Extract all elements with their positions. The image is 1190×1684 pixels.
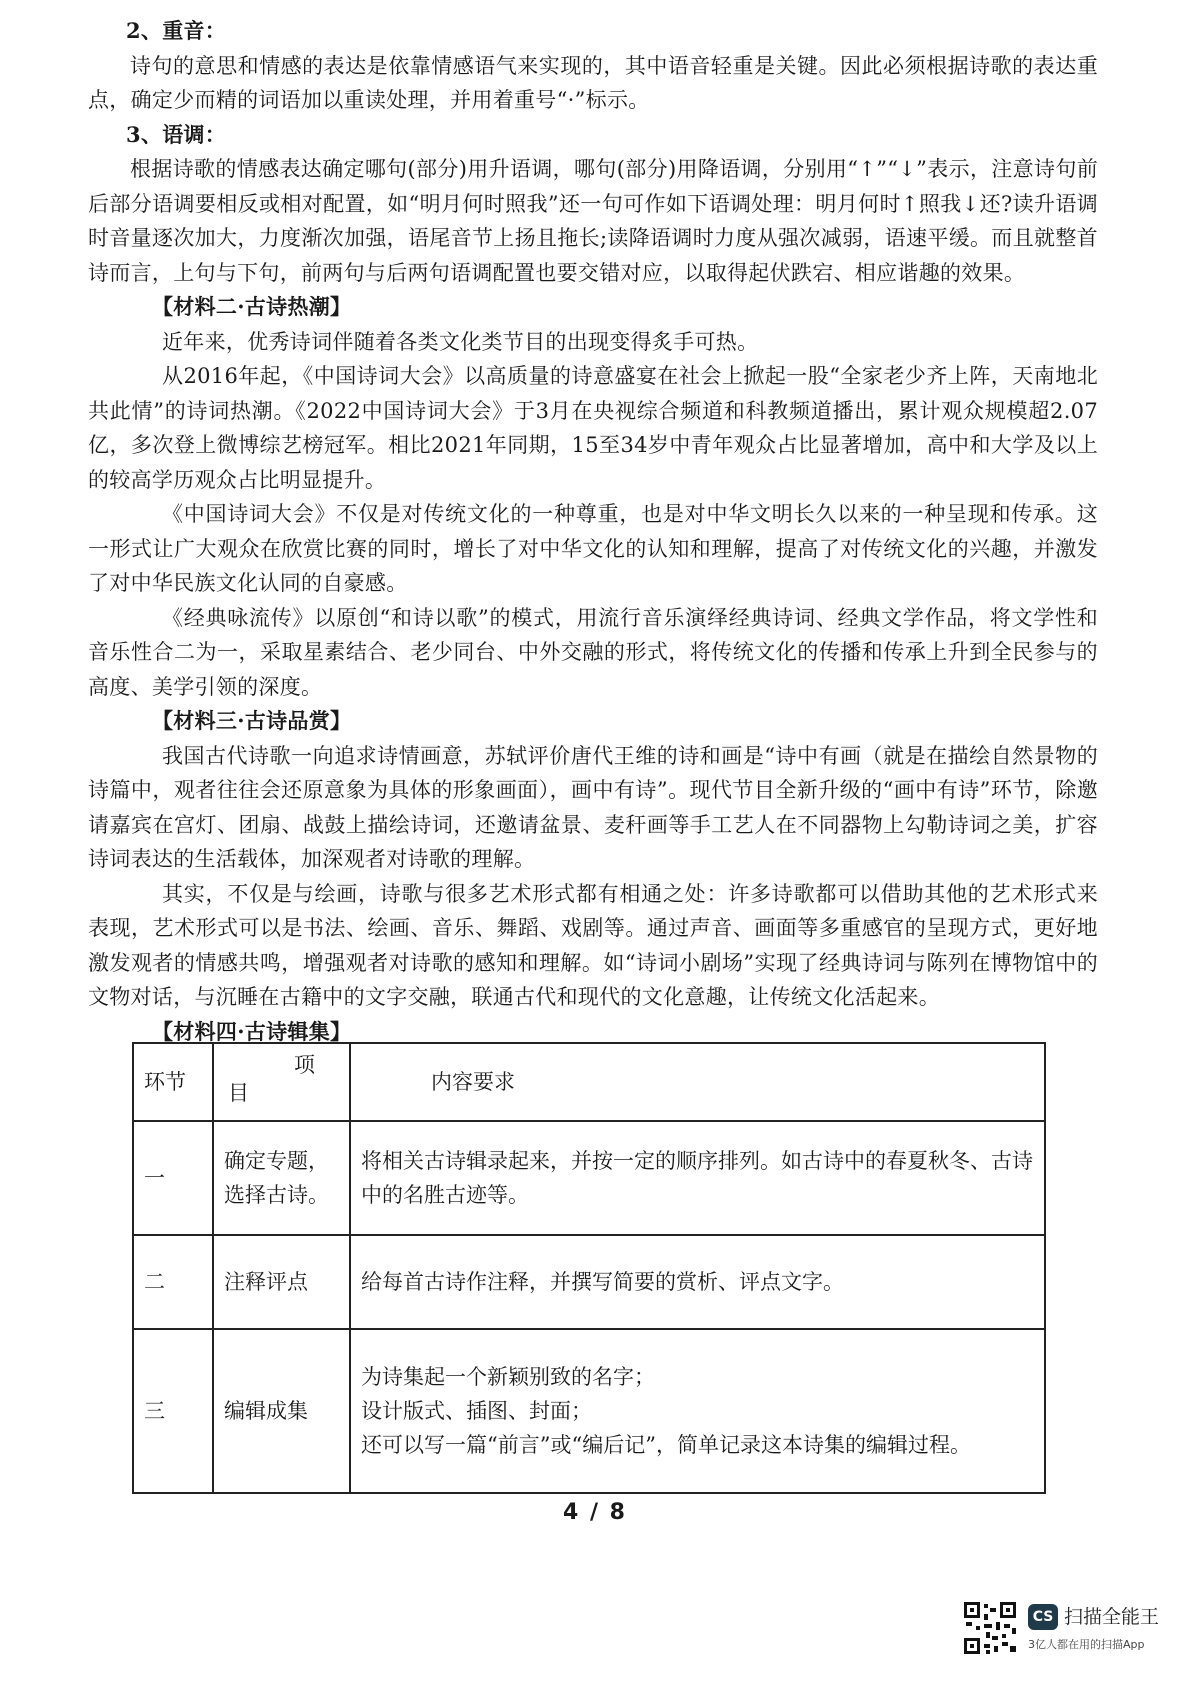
row-item: 确定专题，选择古诗。 <box>213 1121 350 1235</box>
row-content <box>350 1329 1045 1493</box>
row-stage: 三 <box>133 1329 213 1493</box>
header-content: 内容要求 <box>350 1043 1045 1121</box>
stress-paragraph: 诗句的意思和情感的表达是依靠情感语气来实现的，其中语音轻重是关键。因此必须根据诗歌的表达重点，确定少而精的词语加以重读处理，并用着重号“·”标示。 <box>88 53 1098 112</box>
m2-paragraph-2: 从2016年起，《中国诗词大会》以高质量的诗意盛宴在社会上掀起一股“全家老少齐上阵，天南地北共此情”的诗词热潮。《2022中国诗词大会》于3月在央视综合频道和科教频道播出，累计观众规模超2.07亿，多次登上微博综艺榜冠军。相比2021年同期，15至34岁中青年观众占比显著增加，高中和大学及以上的较高学历观众占比明显提升。 <box>88 364 1098 492</box>
content-line: 设计版式、插图、封面； <box>361 1399 592 1423</box>
header-stage: 环节 <box>133 1043 213 1121</box>
table-row <box>133 1121 1045 1235</box>
cs-logo: CS <box>1028 1604 1058 1630</box>
row-item: 注释评点 <box>213 1235 350 1329</box>
compilation-table <box>132 1042 1046 1494</box>
content-line: 给每首古诗作注释，并撰写简要的赏析、评点文字。 <box>361 1270 844 1294</box>
table-header-row <box>133 1043 1045 1121</box>
heading-stress: 2、重音： <box>126 18 227 43</box>
table-row <box>133 1329 1045 1493</box>
page-number: 4 / 8 <box>563 1500 627 1525</box>
material3-title: 【材料三·古诗品赏】 <box>152 708 352 733</box>
content-line: 还可以写一篇“前言”或“编后记”，简单记录这本诗集的编辑过程。 <box>361 1433 971 1457</box>
content-line: 将相关古诗辑录起来，并按一定的顺序排列。如古诗中的春夏秋冬、古诗中的名胜古迹等。 <box>361 1149 1033 1207</box>
material4-title: 【材料四·古诗辑集】 <box>152 1018 352 1044</box>
tone-paragraph: 根据诗歌的情感表达确定哪句(部分)用升语调，哪句(部分)用降语调，分别用“↑”“↓”表示，注意诗句前后部分语调要相反或相对配置，如“明月何时照我”还一句可作如下语调处理：明月何时↑照我↓还?读升语调时音量逐次加大，力度渐次加强，语尾音节上扬且拖长;读降语调时力度从强次减弱，语速平缓。而且就整首诗而言，上句与下句，前两句与后两句语调配置也要交错对应，以取得起伏跌宕、相应谐趣的效果。 <box>88 157 1098 285</box>
scanner-app-subtitle: 3亿人都在用的扫描App <box>1028 1638 1145 1651</box>
m3-paragraph-1: 我国古代诗歌一向追求诗情画意，苏轼评价唐代王维的诗和画是“诗中有画（就是在描绘自然景物的诗篇中，观者往往会还原意象为具体的形象画面），画中有诗”。现代节目全新升级的“画中有诗”环节，除邀请嘉宾在宫灯、团扇、战鼓上描绘诗词，还邀请盆景、麦秆画等手工艺人在不同器物上勾勒诗词之美，扩容诗词表达的生活载体，加深观者对诗歌的理解。 <box>88 743 1098 871</box>
header-item-bottom: 目 <box>228 1081 249 1105</box>
m2-paragraph-4: 《经典咏流传》以原创“和诗以歌”的模式，用流行音乐演绎经典诗词、经典文学作品，将文学性和音乐性合二为一，采取星素结合、老少同台、中外交融的形式，将传统文化的传播和传承上升到全民参与的高度、美学引领的深度。 <box>88 605 1098 699</box>
scanner-watermark <box>962 1600 1182 1664</box>
m2-paragraph-3: 《中国诗词大会》不仅是对传统文化的一种尊重，也是对中华文明长久以来的一种呈现和传承。这一形式让广大观众在欣赏比赛的同时，增长了对中华文化的认知和理解，提高了对传统文化的兴趣，并激发了对中华民族文化认同的自豪感。 <box>88 502 1098 595</box>
scanner-app-name: 扫描全能王 <box>1064 1606 1160 1628</box>
heading-tone: 3、语调： <box>126 121 227 147</box>
row-stage: 一 <box>133 1121 213 1235</box>
table-row <box>133 1235 1045 1329</box>
m3-paragraph-2: 其实，不仅是与绘画，诗歌与很多艺术形式都有相通之处：许多诗歌都可以借助其他的艺术形式来表现，艺术形式可以是书法、绘画、音乐、舞蹈、戏剧等。通过声音、画面等多重感官的呈现方式，更好地激发观者的情感共鸣，增强观者对诗歌的感知和理解。如“诗词小剧场”实现了经典诗词与陈列在博物馆中的文物对话，与沉睡在古籍中的文字交融，联通古代和现代的文化意趣，让传统文化活起来。 <box>88 881 1098 1009</box>
qr-code-icon <box>962 1600 1018 1656</box>
body-text <box>88 14 1098 1049</box>
row-stage: 二 <box>133 1235 213 1329</box>
row-content <box>350 1235 1045 1329</box>
content-line: 为诗集起一个新颖别致的名字； <box>361 1365 655 1389</box>
row-content <box>350 1121 1045 1235</box>
row-item: 编辑成集 <box>213 1329 350 1493</box>
header-item <box>213 1043 350 1121</box>
m2-paragraph-1: 近年来，优秀诗词伴随着各类文化类节目的出现变得炙手可热。 <box>162 329 759 354</box>
header-item-top: 项 <box>294 1053 315 1077</box>
material2-title: 【材料二·古诗热潮】 <box>152 294 352 319</box>
